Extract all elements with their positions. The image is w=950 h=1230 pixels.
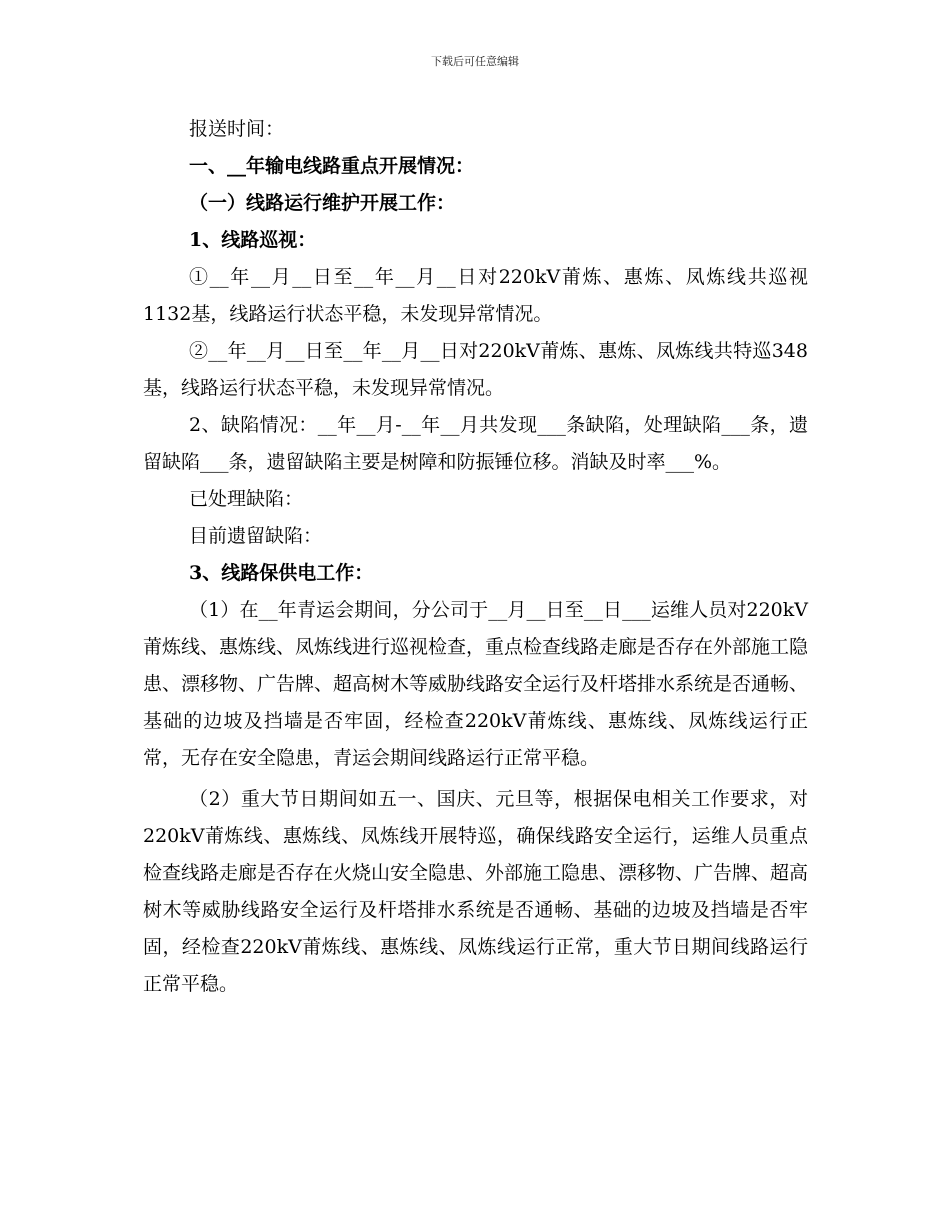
report-time-line: 报送时间： xyxy=(189,118,285,140)
handled-defects-line: 已处理缺陷： xyxy=(189,488,304,510)
patrol-paragraph-2: ②__年__月__日至__年__月__日对220kV莆炼、惠炼、凤炼线共特巡348基，线路运行状态平稳，未发现异常情况。 xyxy=(143,340,808,399)
subsection-heading-1: （一）线路运行维护开展工作： xyxy=(189,192,456,214)
section-heading-1: 一、__年输电线路重点开展情况： xyxy=(189,155,475,177)
item-heading-patrol: 1、线路巡视： xyxy=(189,229,317,251)
defect-paragraph: 2、缺陷情况：__年__月-__年__月共发现___条缺陷，处理缺陷___条，遗留缺陷___条，遗留缺陷主要是树障和防振锤位移。消缺及时率___%。 xyxy=(143,414,808,473)
item-heading-power-supply: 3、线路保供电工作： xyxy=(189,562,374,584)
document-body xyxy=(143,111,808,1003)
power-supply-paragraph-2: （2）重大节日期间如五一、国庆、元旦等，根据保电相关工作要求，对220kV莆炼线、惠炼线、凤炼线开展特巡，确保线路安全运行，运维人员重点检查线路走廊是否存在火烧山安全隐患、外部施工隐患、漂移物、广告牌、超高树木等威胁线路安全运行及杆塔排水系统是否通畅、基础的边坡及挡墙是否牢固，经检查220kV莆炼线、惠炼线、凤炼线运行正常，重大节日期间线路运行正常平稳。 xyxy=(143,788,809,995)
power-supply-paragraph-1: （1）在__年青运会期间，分公司于__月__日至__日___运维人员对220kV莆炼线、惠炼线、凤炼线进行巡视检查，重点检查线路走廊是否存在外部施工隐患、漂移物、广告牌、超高树木等威胁线路安全运行及杆塔排水系统是否通畅、基础的边坡及挡墙是否牢固，经检查220kV莆炼线、惠炼线、凤炼线运行正常，无存在安全隐患，青运会期间线路运行正常平稳。 xyxy=(143,599,809,769)
remaining-defects-line: 目前遗留缺陷： xyxy=(189,525,323,547)
patrol-paragraph-1: ①__年__月__日至__年__月__日对220kV莆炼、惠炼、凤炼线共巡视1132基，线路运行状态平稳，未发现异常情况。 xyxy=(143,266,808,325)
page-header: 下载后可任意编辑 xyxy=(431,55,519,68)
